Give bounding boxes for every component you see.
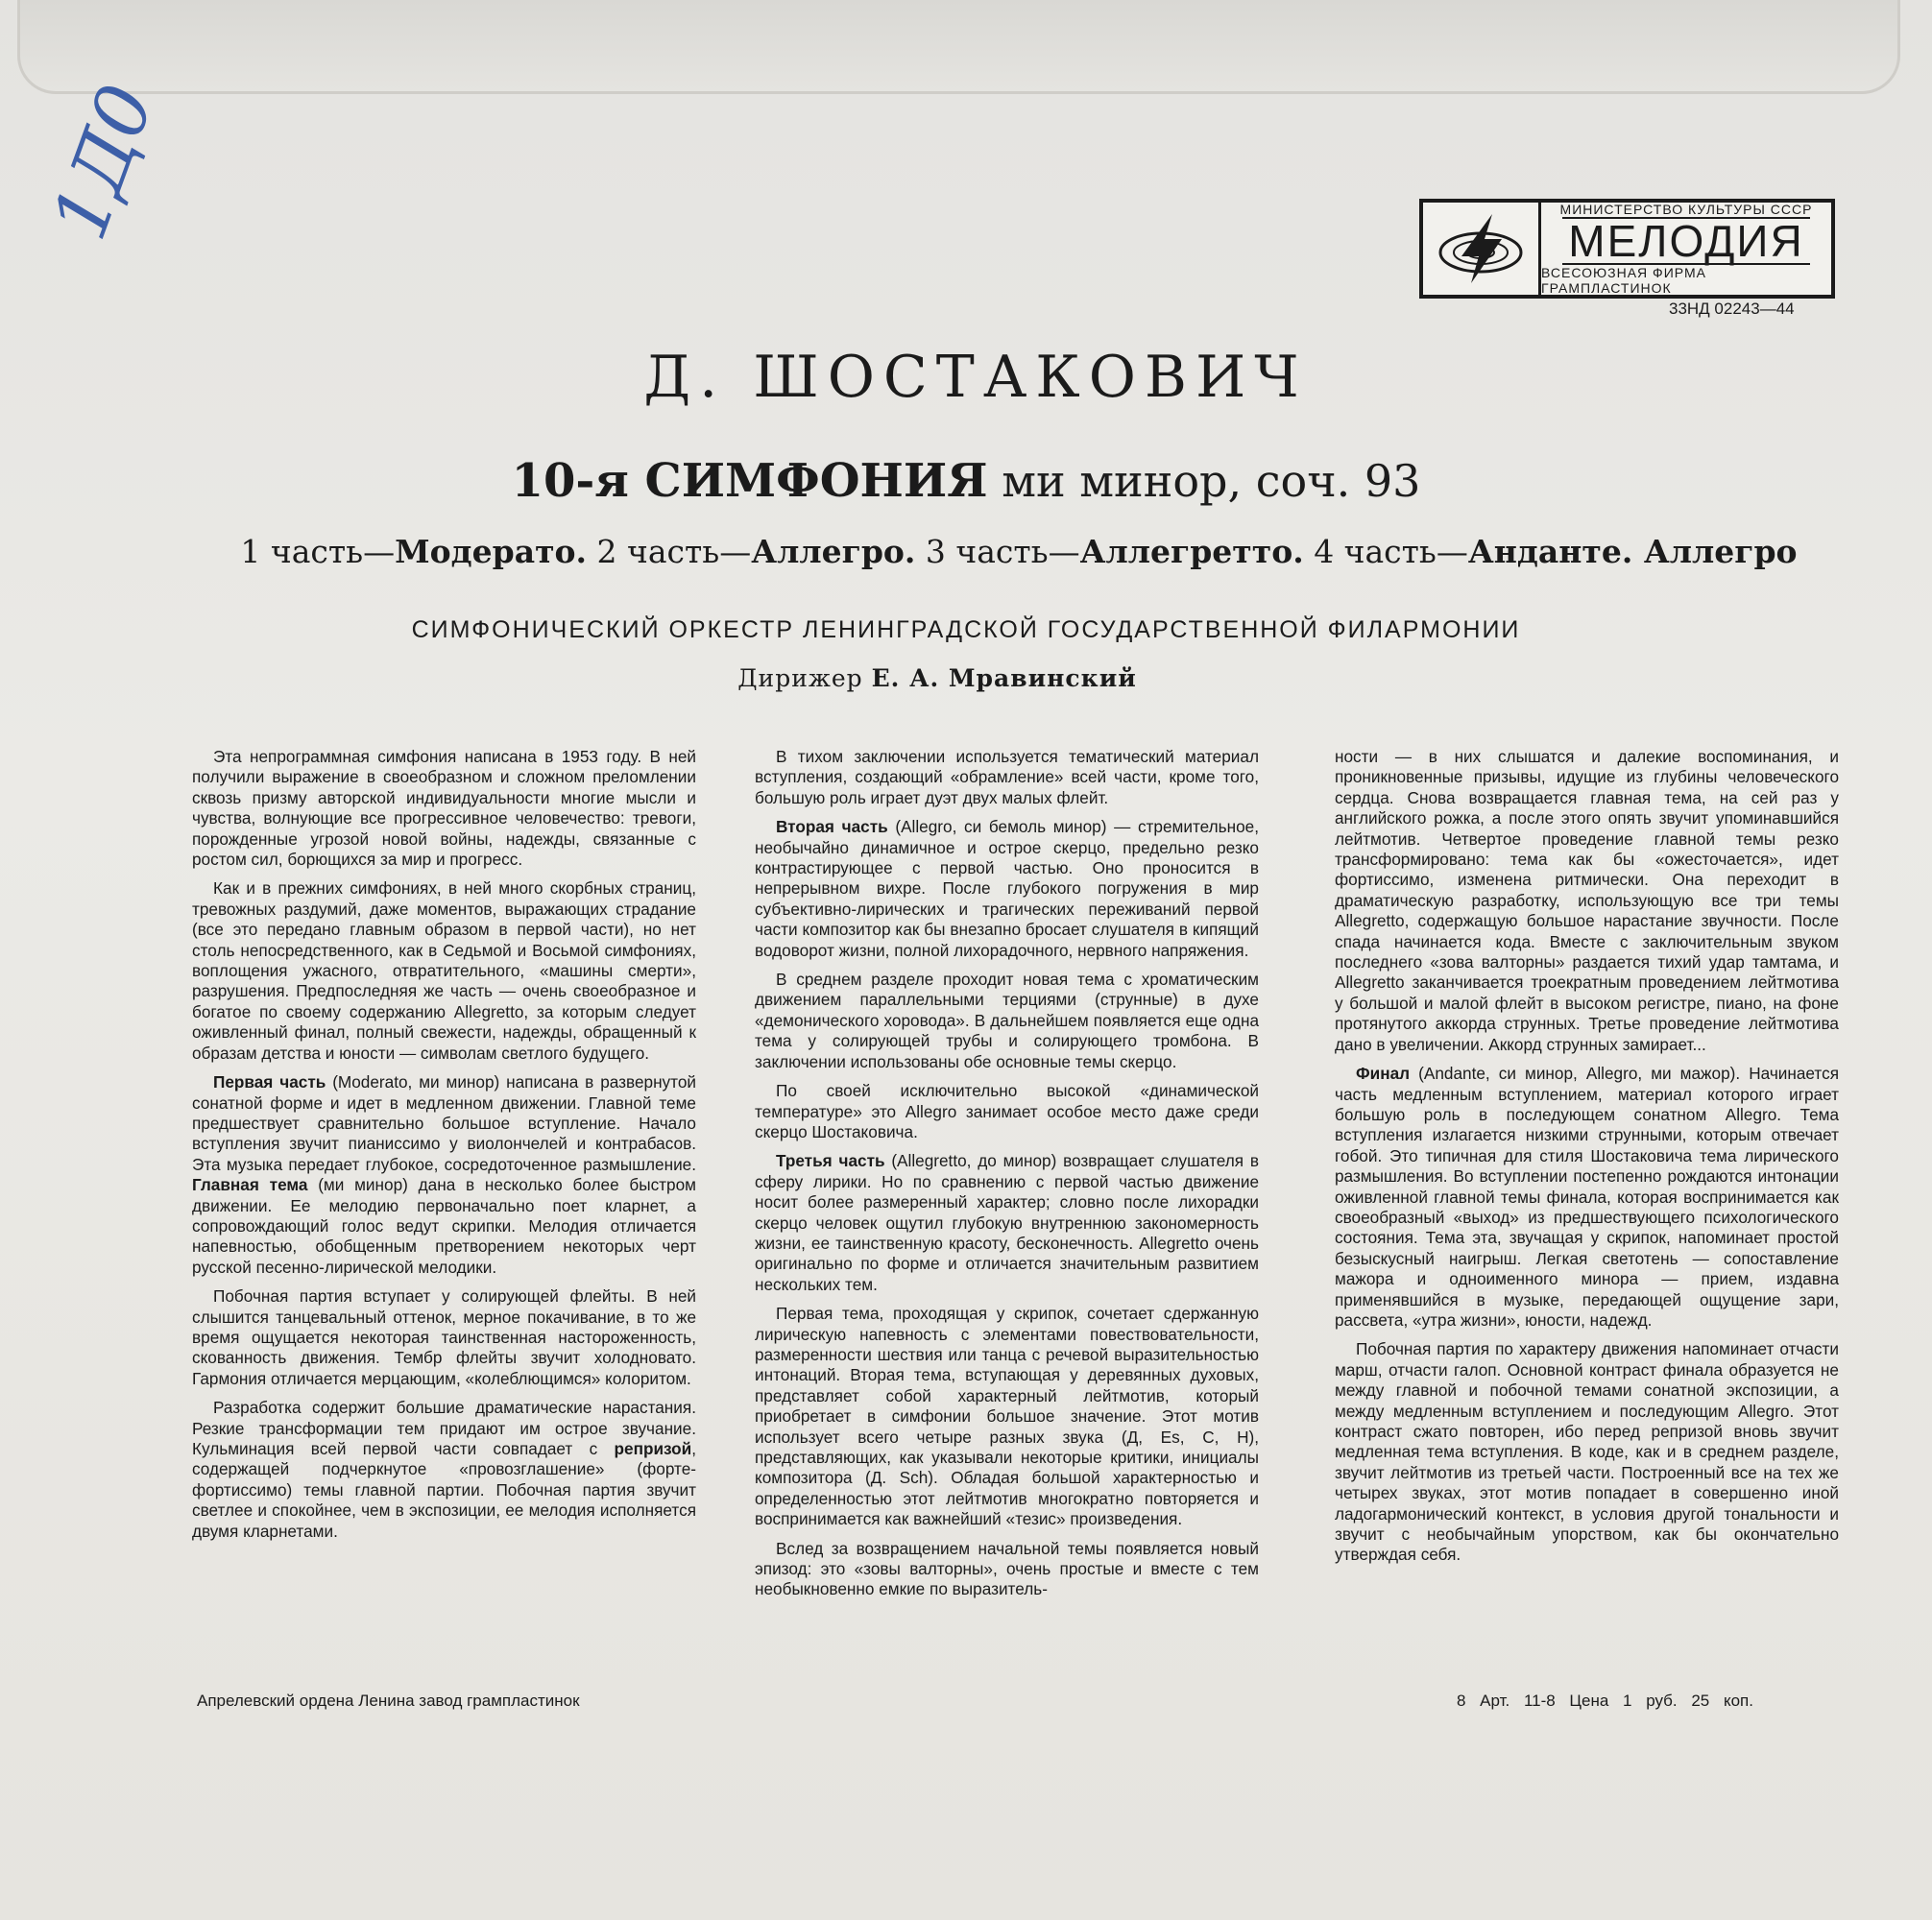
notes-paragraph (755, 1539, 1259, 1600)
paragraph-text: Побочная партия по характеру движения напоминает отчасти марш, отчасти галоп. Основной контраст финала образуется не между главной и побочной темами сонатной экспозиции, а между медленным вступлением и последующим Allegro. Этот контраст сжато повторен, ибо перед репризой вновь звучит медленная тема вступления. В коде, как и в среднем разделе, звучит лейтмотив из третьей части. Построенный все на тех же четырех звуках, этот мотив попадает в совершенно иной ладогармонический контекст, в условия другой тональности и звучит с необычайным упорством, как бы окончательно утверждая себя. (1335, 1339, 1839, 1565)
conductor-label: Дирижер (737, 664, 863, 692)
notes-paragraph (755, 817, 1259, 961)
paragraph-text: Эта непрограммная симфония написана в 1953 году. В ней получили выражение в своеобразном и сложном преломлении сквозь призму авторской индивидуальности многие мысли и чувства, волнующие все прогрессивное человечество: тревоги, порожденные угрозой новой войны, надежды, связанные с ростом сил, борющихся за мир и прогресс. (192, 747, 696, 870)
movement-tempo: Анданте. Аллегро (1467, 533, 1798, 570)
logo-name: МЕЛОДИЯ (1562, 217, 1809, 265)
paragraph-text: ности — в них слышатся и далекие воспоминания, и проникновенные призывы, идущие из глубины человеческого сердца. Снова возвращается главная тема, на сей раз у английского рожка, а после этого опять звучит упоминавшийся лейтмотив. Четвертое проведение главной темы резко трансформировано: тема как бы «ожесточается», идет фортиссимо, изменена ритмически. Она переходит в драматическую разработку, использующую все три темы Allegretto, содержащую большое нарастание звучности. После спада начинается кода. Вместе с заключительным звуком последнего «зова валторны» раздается тихий удар тамтама, и Allegretto заканчивается троекратным проведением лейтмотива у большой и малой флейт в высоком регистре, пиано, на фоне протянутого аккорда струнных. Третье проведение лейтмотива дано в увеличении. Аккорд струнных замирает... (1335, 747, 1839, 1054)
section-heading: репризой (614, 1439, 692, 1458)
movement-label: 3 часть— (915, 533, 1080, 570)
notes-paragraph (192, 1072, 696, 1278)
work-title-rest: ми минор, соч. 93 (1002, 455, 1421, 507)
footer-manufacturer: Апрелевский ордена Ленина завод грампластинок (197, 1692, 580, 1710)
section-heading: Главная тема (192, 1175, 308, 1195)
paragraph-text: Как и в прежних симфониях, в ней много скорбных страниц, тревожных раздумий, даже моментов, выражающих страдание (все это передано главным образом в первой части), но нет столь непосредственного, как в Седьмой и Восьмой симфониях, воплощения ужасного, отвратительного, «машины смерти», разрушения. Предпоследняя же часть — очень своеобразное и богатое по своему содержанию Allegretto, за которым следует оживленный финал, полный свежести, надежды, обращенный к образам детства и юности — символам светлого будущего. (192, 878, 696, 1063)
paragraph-text: Побочная партия вступает у солирующей флейты. В ней слышится танцевальный оттенок, мерное покачивание, в то же время ощущается некоторая таинственная настороженность, скованность движения. Тембр флейты звучит холодновато. Гармония отличается мерцающим, «колеблющимся» колоритом. (192, 1286, 696, 1388)
notes-paragraph (192, 878, 696, 1064)
paragraph-text: (ми минор) дана в несколько более быстром движении. Ее мелодию первоначально поет кларнет, а сопровождающий голос ведут скрипки. Мелодия отличается напевностью, обобщенным претворением некоторых черт русской песенно-лирической мелодики. (192, 1175, 696, 1277)
paragraph-text: Разработка содержит большие драматические нарастания. Резкие трансформации тем придают им острое звучание. Кульминация всей первой части совпадает с (192, 1398, 696, 1458)
notes-paragraph (192, 1398, 696, 1542)
section-heading: Финал (1356, 1064, 1411, 1084)
melodiya-emblem-icon (1423, 203, 1541, 295)
notes-paragraph (755, 747, 1259, 808)
notes-column-1 (192, 747, 696, 1550)
work-title-bold: 10-я СИМФОНИЯ (511, 454, 988, 508)
paragraph-text: , содержащей подчеркнутое «провозглашение» (форте-фортиссимо) темы главной партии. Побочная партия звучит светлее и спокойнее, чем в экспозиции, ее мелодия исполняется двумя кларнетами. (192, 1439, 696, 1541)
paragraph-text: (Moderato, ми минор) написана в развернутой сонатной форме и идет в медленном движении. Главной теме предшествует сравнительно большое вступление. Начало вступления звучит пианиссимо у виолончелей и контрабасов. Эта музыка передает глубокое, сосредоточенное размышление. (192, 1072, 696, 1174)
work-title (0, 454, 1932, 508)
movement-tempo: Аллегретто. (1079, 533, 1304, 570)
notes-column-2 (755, 747, 1259, 1609)
notes-paragraph (1335, 1064, 1839, 1331)
orchestra-name: СИМФОНИЧЕСКИЙ ОРКЕСТР ЛЕНИНГРАДСКОЙ ГОСУДАРСТВЕННОЙ ФИЛАРМОНИИ (411, 616, 1521, 643)
paragraph-text: Первая тема, проходящая у скрипок, сочетает сдержанную лирическую напевность с элементами повествовательности, размеренности шествия или танца с речевой выразительностью интонаций. Вторая тема, вступающая у деревянных духовых, представляет собой характерный лейтмотив, который приобретает в симфонии большое значение. Этот мотив использует всего четыре разных звука (Д, Es, C, H), представляющих, как указывали некоторые критики, инициалы композитора (Д. Sch). Обладая большой характерностью и определенностью этот лейтмотив многократно повторяется и воспринимается как важнейший «тезис» произведения. (755, 1304, 1259, 1529)
composer-name: Д. ШОСТАКОВИЧ (643, 344, 1308, 411)
logo-ministry: МИНИСТЕРСТВО КУЛЬТУРЫ СССР (1559, 202, 1813, 217)
logo-text (1541, 203, 1831, 295)
paragraph-text: В тихом заключении используется тематический материал вступления, создающий «обрамление» всей части, кроме того, большую роль играет дуэт двух малых флейт. (755, 747, 1259, 807)
movements-line (0, 533, 1932, 570)
paragraph-text: (Andante, си минор, Allegro, ми мажор). Начинается часть медленным вступлением, материал которого играет большую роль в последующем сонатном Allegro. Тема вступления излагается низкими струнными, которым отвечает гобой. Это типичная для стиля Шостаковича тема лирического размышления. Во вступлении постепенно рождаются интонации оживленной главной темы финала, которая воспринимается как своеобразный «выход» из предшествующего психологического состояния. Тема эта, звучащая у скрипок, напоминает простой безыскусный наигрыш. Легкая светотень — сопоставление мажора и одноименного минора — прием, издавна применявшийся в музыке, передающей ощущение зари, рассвета, «утра жизни», юности, надежд. (1335, 1064, 1839, 1330)
notes-paragraph (755, 970, 1259, 1072)
section-heading: Вторая часть (776, 817, 888, 837)
handwritten-mark: 1Д0 (36, 74, 172, 251)
notes-paragraph (192, 1286, 696, 1389)
movement-label: 4 часть— (1303, 533, 1468, 570)
section-heading: Третья часть (776, 1151, 885, 1171)
movement-tempo: Аллегро. (751, 533, 916, 570)
footer-price: 8 Арт. 11-8 Цена 1 руб. 25 коп. (1457, 1692, 1753, 1710)
notes-column-3 (1335, 747, 1839, 1574)
conductor-line (0, 664, 1932, 692)
notes-paragraph (1335, 747, 1839, 1055)
movement-tempo: Модерато. (395, 533, 588, 570)
movement-label: 2 часть— (587, 533, 752, 570)
paragraph-text: По своей исключительно высокой «динамической температуре» это Allegro занимает особое место даже среди скерцо Шостаковича. (755, 1081, 1259, 1141)
notes-paragraph (1335, 1339, 1839, 1565)
melodiya-logo (1419, 199, 1835, 299)
conductor-name: Е. А. Мравинский (871, 664, 1137, 692)
paragraph-text: (Allegretto, до минор) возвращает слушателя в сферу лирики. Но по сравнению с первой частью движение носит более размеренный характер; словно после лихорадки скерцо человек ощутил глубокую внутреннюю закономерность жизни, ее таинственную красоту, бесконечность. Allegretto очень оригинально по форме и отличается значительным развитием нескольких тем. (755, 1151, 1259, 1294)
paragraph-text: (Allegro, си бемоль минор) — стремительное, необычайно динамичное и острое скерцо, предельно резко контрастирующее с первой частью. Оно проносится в непрерывном вихре. После глубокого погружения в мир субъективно-лирических и трагических переживаний первой части композитор как бы внезапно бросает слушателя в кипящий водоворот жизни, полной лихорадочного, нервного напряжения. (755, 817, 1259, 960)
movement-label: 1 часть— (240, 533, 396, 570)
notes-paragraph (755, 1304, 1259, 1529)
paragraph-text: Вслед за возвращением начальной темы появляется новый эпизод: это «зовы валторны», очень простые и вместе с тем необыкновенно емкие по выразитель- (755, 1538, 1259, 1599)
paragraph-text: В среднем разделе проходит новая тема с хроматическим движением параллельными терциями (струнные) в духе «демонического хоровода». В дальнейшем появляется еще одна тема у солирующей трубы и солирующего тромбона. В заключении использованы обе основные темы скерцо. (755, 970, 1259, 1071)
section-heading: Первая часть (213, 1072, 326, 1092)
notes-paragraph (755, 1151, 1259, 1295)
logo-firm: ВСЕСОЮЗНАЯ ФИРМА ГРАМПЛАСТИНОК (1541, 265, 1706, 296)
sleeve-flap (17, 0, 1900, 94)
notes-paragraph (755, 1081, 1259, 1142)
notes-paragraph (192, 747, 696, 870)
catalog-number: 33НД 02243—44 (1669, 300, 1795, 318)
